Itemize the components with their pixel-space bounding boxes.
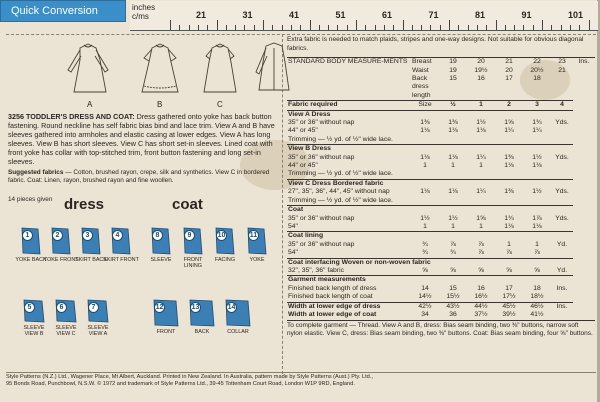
table-row — [287, 249, 595, 258]
table-row — [287, 197, 595, 206]
piece-number: 4 — [112, 230, 123, 241]
table-cell: 1⅜ — [448, 119, 458, 127]
ruler-tick — [310, 20, 311, 30]
ruler-number: 21 — [196, 10, 207, 20]
ruler-tick — [421, 25, 422, 30]
table-cell: 1 — [479, 162, 483, 170]
pattern-title: TODDLER'S DRESS AND COAT: — [26, 112, 135, 121]
table-cell: Finished back length of dress — [288, 284, 377, 292]
table-row — [287, 154, 595, 162]
table-cell: 18½ — [530, 293, 544, 301]
table-cell: 1¼ — [476, 153, 486, 161]
table-cell: 1 — [423, 162, 427, 170]
table-cell: 14½ — [418, 293, 432, 301]
ruler-tick — [189, 25, 190, 30]
pattern-piece — [110, 226, 132, 261]
table-cell — [551, 311, 573, 319]
table-cell: View C Dress Bordered fabric — [287, 179, 573, 188]
table-cell: Trimming — ½ yd. of ½" wide lace. — [288, 135, 393, 143]
table-cell: ⅝ — [422, 266, 428, 274]
ruler-units — [132, 3, 155, 21]
table-row — [287, 215, 595, 223]
ruler-number: 51 — [335, 10, 346, 20]
ruler-tick — [561, 25, 562, 30]
garment-sketches — [60, 40, 290, 102]
piece-number: 11 — [249, 232, 258, 239]
ruler-tick — [170, 20, 171, 30]
table-row — [287, 110, 595, 119]
piece-number: 6 — [56, 302, 67, 313]
table-cell: 1⅛ — [420, 127, 430, 135]
pieces-given: 14 pieces given — [8, 196, 53, 203]
pattern-body: Dress gathered onto yoke has back button fastening. Round neckline has self fabric bias bind and lace trim. View A and B have sleeves gathered into armholes and elastic casing at lower edges. View A has long sleeves. View B has short sleeves. View C has short set-in sleeves. Lined coat with front yoke has collar with top-stitched trim, front button fastening and long set-in sleeves. — [8, 112, 275, 166]
ruler-tick — [384, 25, 385, 30]
piece-label: SKIRT FRONT — [103, 257, 139, 263]
table-row — [287, 267, 595, 276]
table-cell: 1⅛ — [504, 222, 514, 230]
table-cell: 1½ — [448, 214, 458, 222]
table-cell: Coat interfacing Woven or non-woven fabric — [287, 258, 573, 267]
pattern-piece — [152, 298, 180, 333]
ruler-tick — [486, 25, 487, 30]
table-cell: 1⅛ — [448, 153, 458, 161]
table-cell: 1 — [423, 222, 427, 230]
table-cell: 35" or 36" without nap — [288, 153, 355, 161]
table-cell: 1⅜ — [420, 119, 430, 127]
footer-line-2: 95 Bonds Road, Punchbowl, N.S.W. © 1972 and trademark of Style Patterns Ltd., 39-45 Tottenham Court Road, London W1P 9RD, England. — [6, 381, 355, 388]
table-cell: 19½ — [474, 66, 488, 74]
ruler-tick — [440, 25, 441, 30]
table-cell: 17 — [505, 75, 513, 82]
table-cell: 1⅛ — [476, 127, 486, 135]
table-cell: Finished back length of coat — [288, 293, 373, 301]
table-cell: View A Dress — [287, 110, 573, 119]
table-cell: 1 — [451, 222, 455, 230]
table-cell — [573, 67, 595, 75]
table-row — [287, 136, 595, 145]
table-cell: 1⅛ — [448, 127, 458, 135]
table-cell: 1¾ — [504, 214, 514, 222]
table-cell — [551, 293, 573, 302]
pattern-piece — [246, 226, 268, 261]
table-cell: ⅞ — [478, 240, 484, 248]
table-row — [287, 188, 595, 196]
table-cell: 18 — [533, 284, 541, 292]
piece-number: 12 — [155, 304, 164, 311]
pattern-piece — [214, 226, 236, 261]
piece-number: 1 — [22, 230, 33, 241]
table-cell: 15 — [449, 75, 457, 82]
table-cell: Yd. — [556, 266, 568, 274]
piece-label: YOKE BACK — [15, 257, 47, 263]
ruler-tick — [356, 20, 357, 30]
ruler-tick — [328, 25, 329, 30]
pattern-number: 3256 — [8, 112, 24, 121]
ruler-tick — [403, 20, 404, 30]
table-cell: Coat — [287, 206, 573, 215]
table-cell: ⅝ — [478, 266, 484, 274]
table-row — [287, 258, 595, 267]
table-row — [287, 293, 595, 302]
table-cell: Ins. — [556, 284, 568, 292]
table-cell: 1⅛ — [532, 162, 542, 170]
table-row — [287, 206, 595, 215]
cut-line — [6, 34, 596, 35]
table-cell: 1½ — [532, 188, 542, 196]
pattern-piece — [50, 226, 72, 261]
table-cell: 34 — [421, 310, 429, 318]
table-cell: Back dress length — [412, 75, 431, 99]
table-row — [287, 285, 595, 293]
ruler-number: 71 — [428, 10, 439, 20]
table-cell: ⅞ — [534, 249, 540, 257]
piece-label: SLEEVE VIEW B — [23, 325, 45, 337]
piece-number: 9 — [184, 230, 195, 241]
table-cell: 20½ — [530, 66, 544, 74]
piece-label: SLEEVE — [150, 257, 172, 263]
table-cell: 17 — [505, 284, 513, 292]
table-cell: Yds. — [555, 188, 569, 196]
pattern-piece — [80, 226, 102, 261]
pattern-piece — [188, 298, 216, 333]
ruler-tick — [579, 25, 580, 30]
table-cell: 54" — [288, 249, 298, 257]
table-cell: ¾ — [450, 249, 456, 257]
ruler-tick — [282, 25, 283, 30]
ruler-tick — [235, 25, 236, 30]
table-cell: 37½ — [474, 310, 488, 318]
table-cell: 3 — [523, 101, 551, 110]
table-cell: 1¼ — [476, 188, 486, 196]
table-row — [287, 241, 595, 249]
ruler-tick — [430, 25, 431, 30]
ruler-tick — [458, 25, 459, 30]
ruler-tick — [226, 25, 227, 30]
table-cell: Ins. — [573, 58, 595, 67]
ruler-number: 81 — [475, 10, 486, 20]
ruler-tick — [514, 25, 515, 30]
table-cell: 36 — [449, 310, 457, 318]
ruler-tick — [533, 25, 534, 30]
table-cell: 39½ — [502, 310, 516, 318]
ruler-number: 91 — [521, 10, 532, 20]
table-row — [287, 58, 595, 67]
pattern-description — [8, 112, 280, 204]
ruler-tick — [505, 25, 506, 30]
table-row — [287, 311, 595, 319]
table-cell: View B Dress — [287, 145, 573, 154]
ruler-tick — [319, 25, 320, 30]
table-cell: 1 — [507, 240, 511, 248]
table-row — [287, 276, 595, 285]
table-cell: Width at lower edge of coat — [288, 310, 377, 318]
pattern-piece — [150, 226, 172, 261]
table-cell: 1½ — [476, 119, 486, 127]
table-cell: 4 — [551, 101, 573, 110]
table-cell: 16 — [477, 284, 485, 292]
ruler-tick — [217, 20, 218, 30]
table-row — [287, 179, 595, 188]
ruler-tick — [272, 25, 273, 30]
table-cell: 1 — [479, 222, 483, 230]
table-cell — [551, 75, 573, 101]
table-cell: 41½ — [530, 310, 544, 318]
piece-label: SLEEVE VIEW C — [55, 325, 77, 337]
table-cell: 1 — [467, 101, 495, 110]
table-cell: ⅝ — [450, 266, 456, 274]
table-cell: 35" or 36" without nap — [288, 214, 355, 222]
table-cell: ¾ — [422, 240, 428, 248]
table-cell: 21 — [558, 66, 566, 74]
table-cell: Yds. — [555, 153, 569, 161]
ruler-tick — [468, 25, 469, 30]
ruler-tick — [449, 20, 450, 30]
table-cell: Trimming — ½ yd. of ½" wide lace. — [288, 170, 393, 178]
piece-label: FRONT — [156, 329, 176, 335]
ruler-tick — [207, 25, 208, 30]
table-cell: 16½ — [474, 293, 488, 301]
table-row — [287, 232, 595, 241]
ruler-tick — [263, 20, 264, 30]
table-cell: Size — [411, 101, 439, 110]
ruler-tick — [337, 25, 338, 30]
table-cell: 43½ — [439, 302, 467, 311]
table-cell: Width at lower edge of dress — [287, 302, 411, 311]
table-cell: 2 — [495, 101, 523, 110]
table-cell: 1⅞ — [532, 214, 542, 222]
ruler-number: 101 — [568, 10, 584, 20]
table-cell: Yds. — [555, 119, 569, 127]
table-cell: 15 — [449, 284, 457, 292]
ruler-number: 41 — [289, 10, 300, 20]
table-cell: Fabric required — [287, 101, 411, 110]
table-cell: 32", 35", 36" fabric — [288, 266, 344, 274]
table-cell: 27", 35", 36", 44", 45" without nap — [288, 188, 390, 196]
table-cell: 18 — [533, 75, 541, 82]
piece-number: 3 — [82, 230, 93, 241]
ruler-tick — [589, 20, 590, 30]
table-cell: 21 — [495, 58, 523, 67]
piece-label: COLLAR — [227, 329, 249, 335]
piece-label: FACING — [214, 257, 236, 263]
notions: To complete garment — Thread. View A and B, dress: Bias seam binding, two ⅜" buttons, narrow soft nylon elastic. View C, dress: Bias seam binding, two ⅜" buttons. Coat: Bias seam binding, four ⅝" buttons. — [287, 320, 595, 338]
table-cell: Garment measurements — [287, 276, 573, 285]
table-cell: 1⅜ — [504, 188, 514, 196]
ruler-tick — [300, 25, 301, 30]
description-paragraph — [8, 112, 280, 166]
table-cell: 1½ — [532, 153, 542, 161]
table-row — [287, 223, 595, 232]
table-cell: 1⅜ — [504, 153, 514, 161]
table-cell: 45½ — [495, 302, 523, 311]
table-cell: 19 — [449, 66, 457, 74]
table-cell: ⅝ — [506, 266, 512, 274]
pattern-piece — [224, 298, 252, 333]
footer-line-1: Style Patterns (N.Z.) Ltd., Wagener Place, Mt Albert, Auckland. Printed in New Zealand. In Australia, pattern made by Style Patterns (Aust.) Pty. Ltd., — [6, 374, 373, 380]
table-cell: ⅞ — [506, 249, 512, 257]
table-cell: STANDARD BODY MEASURE-MENTS — [287, 58, 411, 101]
table-cell — [551, 249, 573, 258]
table-cell — [551, 162, 573, 170]
footer — [6, 372, 596, 389]
piece-label: SLEEVE VIEW A — [87, 325, 109, 337]
table-cell: 1⅝ — [504, 119, 514, 127]
ruler-number: 61 — [382, 10, 393, 20]
table-cell: 17½ — [502, 293, 516, 301]
table-cell: Yd. — [556, 240, 568, 248]
table-row — [287, 302, 595, 311]
table-cell: 46½ — [523, 302, 551, 311]
table-cell: 54" — [288, 222, 298, 230]
table-cell: 1⅛ — [532, 222, 542, 230]
table-cell: 20 — [467, 58, 495, 67]
ruler-tick — [496, 20, 497, 30]
measurement-ruler — [130, 1, 598, 31]
table-cell: ½ — [439, 101, 467, 110]
coat-section-title: coat — [172, 196, 203, 213]
table-cell: 1⅛ — [420, 188, 430, 196]
piece-number: 2 — [52, 230, 63, 241]
table-row — [287, 145, 595, 154]
table-cell: Coat lining — [287, 232, 573, 241]
ruler-tick — [570, 25, 571, 30]
table-cell: 1⅛ — [504, 162, 514, 170]
yardage-table — [287, 57, 595, 319]
table-cell: 44" or 45" — [288, 162, 318, 170]
table-cell: 35" or 36" without nap — [288, 240, 355, 248]
ruler-tick — [523, 25, 524, 30]
view-label-c: C — [217, 100, 223, 109]
table-cell — [573, 75, 595, 101]
table-cell: 44½ — [467, 302, 495, 311]
ruler-tick — [365, 25, 366, 30]
table-cell: 14 — [421, 284, 429, 292]
table-cell: ¾ — [422, 249, 428, 257]
piece-number: 13 — [191, 304, 200, 311]
table-cell: ⅞ — [450, 240, 456, 248]
table-cell: 19 — [439, 58, 467, 67]
ruler-tick — [347, 25, 348, 30]
table-row — [287, 127, 595, 135]
ruler-tick — [412, 25, 413, 30]
ruler-tick — [291, 25, 292, 30]
table-cell: 42½ — [411, 302, 439, 311]
table-cell: 1⅝ — [476, 214, 486, 222]
suggested-fabrics-label: Suggested fabrics — [8, 169, 64, 176]
table-cell: 20 — [505, 66, 513, 74]
table-cell: Ins. — [551, 302, 573, 311]
table-cell — [551, 127, 573, 135]
table-row — [287, 170, 595, 179]
table-cell: 1¼ — [504, 127, 514, 135]
pattern-piece — [20, 226, 42, 261]
ruler-tick — [393, 25, 394, 30]
ruler-tick — [254, 25, 255, 30]
table-cell: 22 — [523, 58, 551, 67]
table-cell: 1¾ — [532, 119, 542, 127]
quick-conversion-tab: Quick Conversion — [0, 0, 126, 22]
ruler-tick — [542, 20, 543, 30]
table-cell: 1 — [451, 162, 455, 170]
piece-label: YOKE FRONT — [43, 257, 79, 263]
table-cell: 1 — [535, 240, 539, 248]
dress-section-title: dress — [64, 196, 105, 213]
fabric-note: Extra fabric is needed to match plaids, stripes and one-way designs. Not suitable for obvious diagonal fabrics. — [287, 36, 584, 52]
ruler-number: 31 — [242, 10, 253, 20]
view-label-a: A — [87, 100, 93, 109]
ruler-tick — [198, 25, 199, 30]
piece-label: SKIRT BACK — [75, 257, 107, 263]
sketch-view-b — [142, 44, 178, 92]
sketch-view-c — [204, 44, 236, 92]
piece-label: FRONT LINING — [183, 257, 203, 269]
table-cell: 1⅛ — [448, 188, 458, 196]
piece-label: BACK — [194, 329, 210, 335]
table-cell: 15½ — [446, 293, 460, 301]
piece-number: 5 — [24, 302, 35, 313]
ruler-unit-inches: inches — [132, 3, 156, 12]
table-cell: 1½ — [420, 214, 430, 222]
table-cell: 23 — [551, 58, 573, 67]
table-cell: 44" or 45" — [288, 127, 318, 135]
table-row — [287, 119, 595, 127]
ruler-unit-cms: c/ms — [132, 12, 149, 21]
fabric-chart — [287, 36, 595, 338]
table-cell — [551, 223, 573, 232]
table-cell: ⅞ — [478, 249, 484, 257]
table-cell: Breast — [411, 58, 439, 67]
ruler-tick — [551, 25, 552, 30]
ruler-tick — [179, 25, 180, 30]
suggested-fabrics — [8, 169, 280, 185]
table-cell: Trimming — ½ yd. of ½" wide lace. — [288, 196, 393, 204]
piece-number: 10 — [217, 232, 226, 239]
view-label-b: B — [157, 100, 163, 109]
piece-number: 8 — [152, 230, 163, 241]
sketch-view-a — [68, 44, 108, 92]
piece-number: 14 — [227, 304, 236, 311]
table-cell: 16 — [477, 75, 485, 82]
table-cell: ⅝ — [534, 266, 540, 274]
suggested-fabrics-text: — Cotton, brushed rayon, crepe, silk and synthetics. View C in bordered fabric. Coat: Linen, rayon, brushed rayon and fine woollen. — [8, 169, 270, 184]
pattern-piece — [182, 226, 204, 261]
piece-number: 7 — [88, 302, 99, 313]
table-cell: Yds. — [555, 214, 569, 222]
sketch-coat — [256, 43, 289, 90]
table-row — [287, 101, 595, 110]
table-cell: 1⅛ — [420, 153, 430, 161]
piece-label: YOKE — [249, 257, 265, 263]
ruler-tick — [244, 25, 245, 30]
ruler-tick — [375, 25, 376, 30]
table-cell: 1¼ — [532, 127, 542, 135]
table-cell: 35" or 36" without nap — [288, 119, 355, 127]
ruler-tick — [477, 25, 478, 30]
table-cell: Waist — [412, 66, 429, 74]
